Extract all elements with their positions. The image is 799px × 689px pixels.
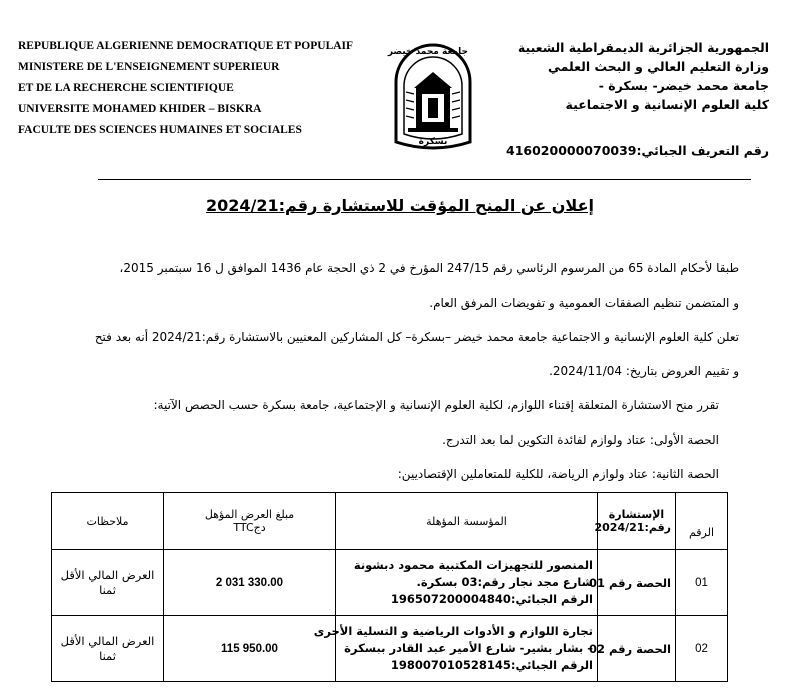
header-fr-line: FACULTE DES SCIENCES HUMAINES ET SOCIALES [18,124,302,136]
header-ar [518,38,769,114]
header-fr-line: ET DE LA RECHERCHE SCIENTIFIQUE [18,82,234,94]
paragraph-decision: تقرر منح الاستشارة المتعلقة إقتناء اللوازم، لكلية العلوم الإنسانية و الإجتماعية، جامعة بسكرة حسب الحصص الآتية: [153,398,719,412]
header-fr [18,36,353,141]
logo-text-top: جامعة محمد خيضر [387,47,468,57]
col-header-consultation-line1: الإستشارة [608,508,665,521]
row-number: 01 [676,550,728,616]
org-tax-id: الرقم الجبائي:196507200004840 [390,592,593,606]
table-row [52,616,728,682]
col-header-amount-line1: مبلغ العرض المؤهل [204,508,295,521]
row-organization [313,616,598,682]
paragraph-lot-2: الحصة الثانية: عتاد ولوازم الرياضة، للكلية للمتعاملين الإقتصاديين: [397,467,719,481]
org-address: شارع مجد نجار رقم:03 بسكرة. [416,575,593,589]
row-notes: العرض المالي الأقل ثمنا [52,550,164,616]
row-number: 02 [676,616,728,682]
award-table [51,492,728,682]
col-header-consultation [594,493,676,550]
table-header-row [52,493,728,550]
paragraph-evaluation-date: و تقييم العروض بتاريخ: 2024/11/04. [549,364,739,378]
col-header-number [676,493,728,550]
row-lot: الحصة رقم 01 [598,550,676,616]
paragraph-legal-scope: و المتضمن تنظيم الصفقات العمومية و تفويضات المرفق العام. [429,296,739,310]
row-organization [336,550,598,616]
row-lot: الحصة رقم 02 [598,616,676,682]
row-amount: 115 950.00 [164,616,336,682]
col-header-amount [164,493,336,550]
paragraph-lot-1: الحصة الأولى: عتاد ولوازم لفائدة التكوين لما بعد التدرج. [442,433,719,447]
col-header-organization [336,493,598,550]
col-header-number-text: الرقم [688,525,715,539]
org-name: المنصور للتجهيزات المكتبية محمود دبشونة [353,558,593,572]
col-header-notes [52,493,164,550]
university-logo [387,42,476,154]
page-title: إعلان عن المنح المؤقت للاستشارة رقم:2024/21 [206,196,594,215]
table-row [52,550,728,616]
org-address: – بشار بشير- شارع الأمير عبد القادر ببسكرة [344,641,593,655]
col-header-amount-line2: دجTTC [233,521,266,534]
col-header-organization-text: المؤسسة المؤهلة [426,514,507,528]
paragraph-legal-basis: طبقا لأحكام المادة 65 من المرسوم الرئاسي رقم 247/15 المؤرخ في 2 ذي الحجة عام 1436 الموافق ل 16 سبتمبر 2015، [119,261,739,275]
org-name: تجارة اللوازم و الأدوات الرياضية و التسلية الأخرى [313,624,593,638]
header-ar-line: كلية العلوم الإنسانية و الاجتماعية [565,97,769,112]
col-header-consultation-line2: رقم:2024/21 [594,521,671,534]
row-notes: العرض المالي الأقل ثمنا [52,616,164,682]
logo-text-bottom: بسكرة [418,137,448,147]
header-ar-line: الجمهورية الجزائرية الديمقراطية الشعبية [517,40,769,55]
header-ar-line: جامعة محمد خيضر- بسكرة - [598,78,769,93]
header-fr-line: MINISTERE DE L'ENSEIGNEMENT SUPERIEUR [18,61,280,73]
header-ar-line: وزارة التعليم العالي و البحث العلمي [547,59,769,74]
row-amount: 2 031 330.00 [164,550,336,616]
header-fr-line: REPUBLIQUE ALGERIENNE DEMOCRATIQUE ET POPULAIF [18,40,354,52]
col-header-notes-text: ملاحظات [86,514,129,528]
paragraph-announcement: تعلن كلية العلوم الإنسانية و الاجتماعية جامعة محمد خيضر –بسكرة– كل المشاركين المعنيين بالاستشارة رقم:2024/21 أنه بعد فتح [94,330,739,344]
tax-id: رقم التعريف الجبائي:416020000070039 [506,143,769,158]
org-tax-id: الرقم الجبائي:198007010528145 [390,658,593,672]
header-fr-line: UNIVERSITE MOHAMED KHIDER – BISKRA [18,103,262,115]
header-divider [98,179,751,180]
